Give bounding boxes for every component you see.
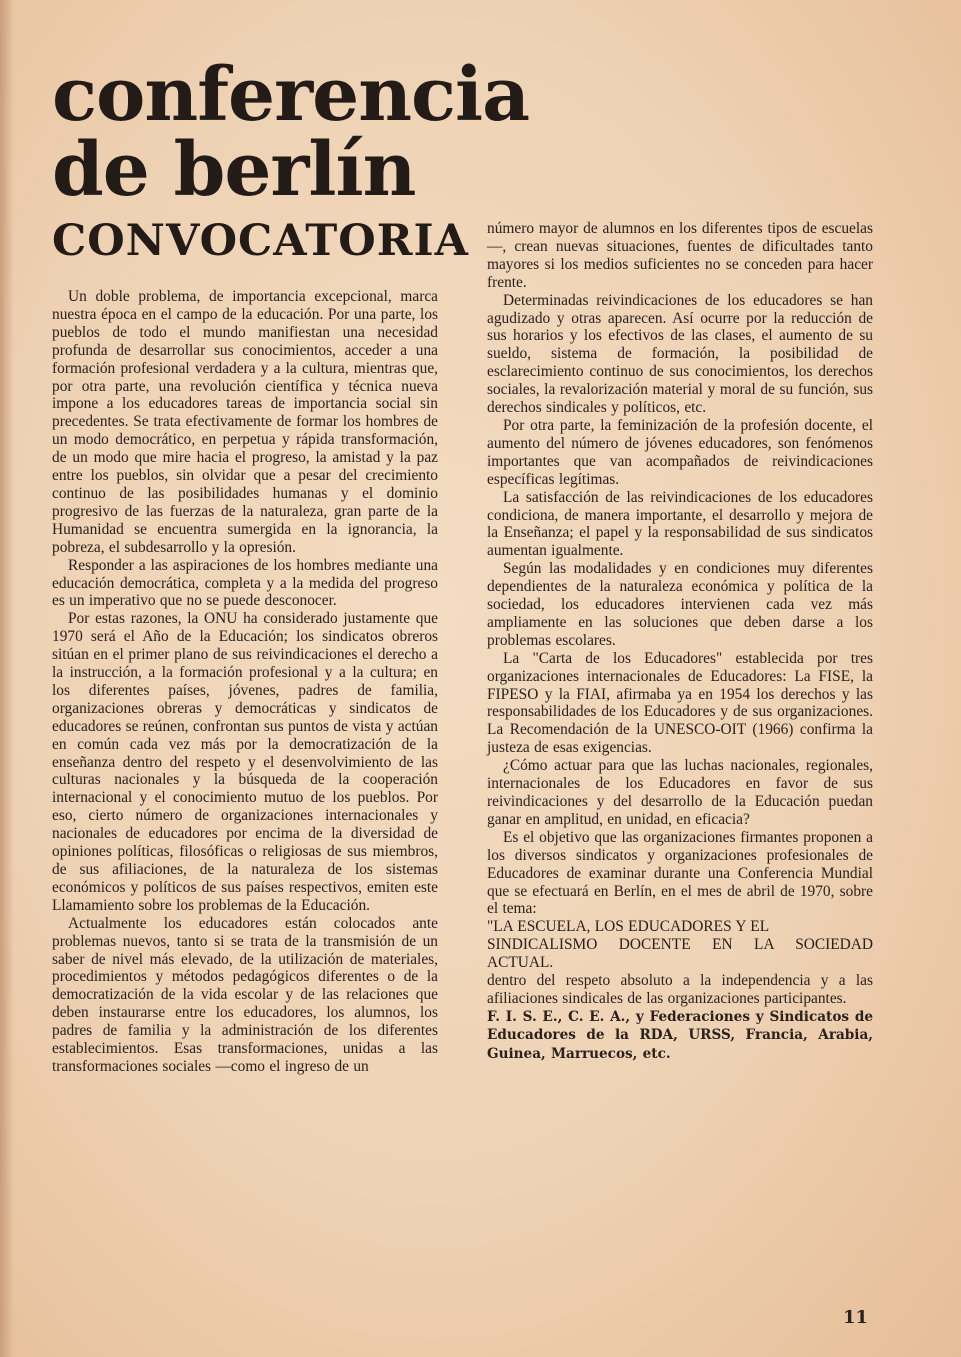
paragraph: Determinadas reivindicaciones de los educadores se han agudizado y otras aparecen. Así ocurre por la reducción de sus horarios y los efectivos de las clases, el aumento de su sueldo, sistema de formación, la posibilidad de esclarecimiento continuo de sus conocimientos, los derechos sociales, la revalorización material y moral de su función, sus derechos sindicales y políticos, etc. xyxy=(487,291,873,417)
paragraph: Por estas razones, la ONU ha considerado justamente que 1970 será el Año de la Educación; los sindicatos obreros sitúan en el primer plano de sus reivindicaciones el derecho a la instrucción, a la formación profesional y a la cultura; en los diferentes países, jóvenes, padres de familia, organizaciones obreras y democráticas y sindicatos de educadores se reúnen, confrontan sus puntos de vista y actúan en común cada vez más por la democratización de la enseñanza dentro del respeto y el desenvolvimiento de las culturas nacionales y la búsqueda de la cooperación internacional y el conocimiento mutuo de los pueblos. Por eso, cierto número de organizaciones internacionales y nacionales de educadores por encima de la diversidad de opiniones políticas, filosóficas o religiosas de sus miembros, de sus afiliaciones, de la naturaleza de los sistemas económicos y políticos de sus países respectivos, emiten este Llamamiento sobre los problemas de la Educación. xyxy=(52,610,438,914)
subtitle: CONVOCATORIA xyxy=(52,216,469,266)
left-column xyxy=(52,288,438,1076)
closing-paragraph: dentro del respeto absoluto a la independencia y a las afiliaciones sindicales de las organizaciones participantes. xyxy=(487,972,873,1007)
title-line-2: de berlín xyxy=(52,127,416,213)
theme-line-1: "LA ESCUELA, LOS EDUCADORES Y EL xyxy=(487,918,770,936)
signature: F. I. S. E., C. E. A., y Federaciones y Sindicatos de Educadores de la RDA, URSS, Francia, Arabia, Guinea, Marruecos, etc. xyxy=(487,1008,873,1062)
paragraph: La satisfacción de las reivindicaciones de los educadores condiciona, de manera importante, el desarrollo y mejora de la Enseñanza; el papel y la responsabilidad de sus sindicatos aumentan igualmente. xyxy=(487,488,873,560)
paragraph: Por otra parte, la feminización de la profesión docente, el aumento del número de jóvenes educadores, son fenómenos importantes que van acompañados de reivindicaciones específicas legítimas. xyxy=(487,416,873,488)
right-column xyxy=(487,220,873,1063)
title-line-1: conferencia xyxy=(52,52,530,138)
paragraph: ¿Cómo actuar para que las luchas nacionales, regionales, internacionales de los Educadores en favor de sus reivindicaciones y del desarrollo de la Educación puedan ganar en amplitud, en unidad, en eficacia? xyxy=(487,757,873,828)
conference-theme xyxy=(487,918,873,972)
paragraph: Es el objetivo que las organizaciones firmantes proponen a los diversos sindicatos y organizaciones profesionales de Educadores de examinar durante una Conferencia Mundial que se efectuará en Berlín, en el mes de abril de 1970, sobre el tema: xyxy=(487,828,873,918)
page-number: 11 xyxy=(843,1307,869,1328)
paragraph: Según las modalidades y en condiciones muy diferentes dependientes de la naturaleza económica y política de la sociedad, los educadores intervienen cada vez más ampliamente en las soluciones que deben darse a los problemas escolares. xyxy=(487,560,873,649)
page-edge-shadow xyxy=(0,0,14,1357)
paragraph: Un doble problema, de importancia excepcional, marca nuestra época en el campo de la educación. Por una parte, los pueblos de todo el mundo manifiestan una necesidad profunda de desarrollar sus conocimientos, acceder a una formación profesional verdadera y a la cultura, mientras que, por otra parte, una revolución científica y técnica nueva impone a los educadores tareas de importancia social sin precedentes. Se trata efectivamente de formar los hombres de un modo democrático, en perpetua y rápida transformación, de un modo que mire hacia el progreso, la amistad y la paz entre los pueblos, sin olvidar que a pesar del crecimiento continuo de las posibilidades humanas y el dominio progresivo de las fuerzas de la naturaleza, gran parte de la Humanidad se encuentra sumergida en la ignorancia, la pobreza, el subdesarrollo y la opresión. xyxy=(52,288,438,556)
paragraph: La "Carta de los Educadores" establecida por tres organizaciones internacionales de Educadores: La FISE, la FIPESO y la FIAI, afirmaba ya en 1954 los derechos y las responsabilidades de los Educadores y de sus organizaciones. La Recomendación de la UNESCO-OIT (1966) confirma la justeza de esas exigencias. xyxy=(487,649,873,757)
paragraph: Actualmente los educadores están colocados ante problemas nuevos, tanto si se trata de la transmisión de un saber de nivel más elevado, de la utilización de materiales, procedimientos y métodos pedagógicos diferentes o de la democratización de la vida escolar y de las relaciones que deben instaurarse entre los educadores, los alumnos, los padres de familia y la administración de los diferentes establecimientos. Esas transformaciones, unidas a las transformaciones sociales —como el ingreso de un xyxy=(52,914,438,1075)
theme-line-2: SINDICALISMO DOCENTE EN LA SOCIEDAD ACTUAL. xyxy=(487,936,873,972)
paragraph: número mayor de alumnos en los diferentes tipos de escuelas—, crean nuevas situaciones, fuentes de dificultades tanto mayores si los medios suficientes no se conceden para hacer frente. xyxy=(487,220,873,291)
paragraph: Responder a las aspiraciones de los hombres mediante una educación democrática, completa y a la medida del progreso es un imperativo que no se puede desconocer. xyxy=(52,556,438,610)
